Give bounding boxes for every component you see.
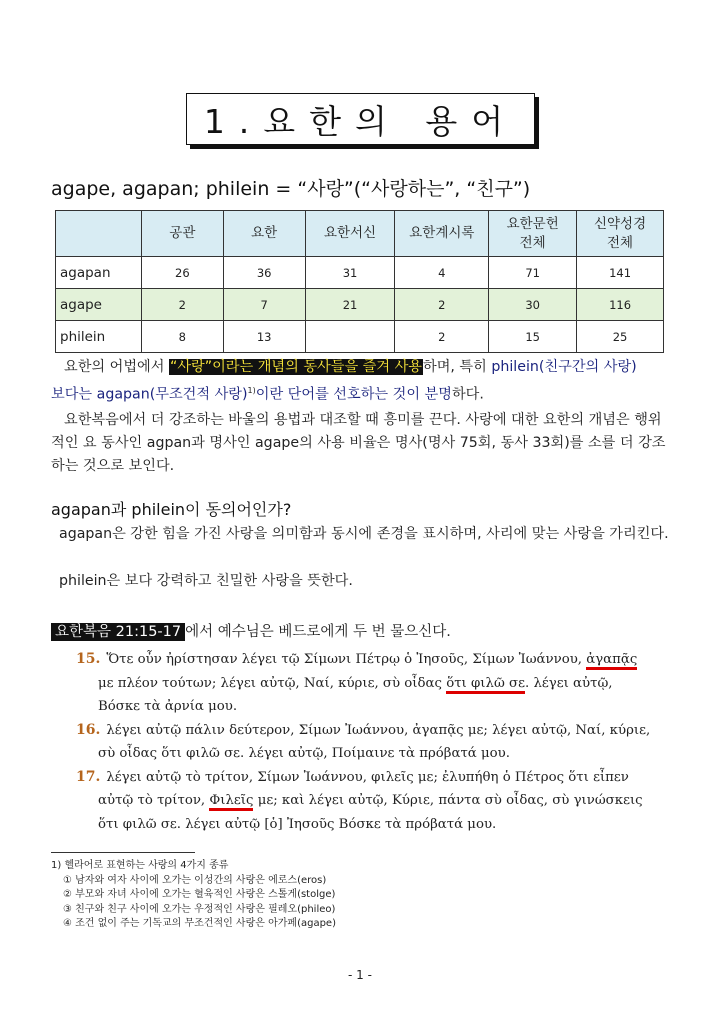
verse-text: Ἰησοῦς Βόσκε τὰ πρόβατά μου. bbox=[282, 816, 497, 832]
table-cell: 4 bbox=[395, 257, 489, 289]
verse-text: λέγει αὐτῷ πάλιν δεύτερον, Σίμων Ἰωάννου, ἀγαπᾷς με; λέγει αὐτῷ, Ναί, κύριε, bbox=[106, 722, 651, 738]
footnote-item: ③ 친구와 친구 사이에 오가는 우정적인 사랑은 필레오(phileo) bbox=[63, 903, 336, 915]
verse-text: ὅτι φιλῶ σε. λέγει αὐτῷ bbox=[98, 816, 265, 832]
table-row bbox=[56, 257, 664, 289]
verse-text: λέγει αὐτῷ τὸ τρίτον, Σίμων Ἰωάννου, φιλεῖς με; ἐλυπήθη ὁ Πέτρος ὅτι εἶπεν bbox=[106, 769, 629, 785]
table-cell: 2 bbox=[395, 289, 489, 321]
verse-number: 15. bbox=[76, 651, 101, 667]
footnote-item: ① 남자와 여자 사이에 오가는 이성간의 사랑은 에로스(eros) bbox=[63, 874, 327, 886]
para1-end: 하다. bbox=[451, 386, 484, 403]
footnote-divider bbox=[51, 852, 195, 853]
table-cell: 26 bbox=[141, 257, 223, 289]
section-heading-terms: agape, agapan; philein = “사랑”(“사랑하는”, “친구”) bbox=[51, 178, 531, 200]
table-cell: 15 bbox=[489, 321, 577, 353]
page-number: - 1 - bbox=[348, 968, 372, 982]
footnote-ref[interactable]: 1) bbox=[247, 386, 256, 395]
table-cell: 71 bbox=[489, 257, 577, 289]
table-cell bbox=[305, 321, 395, 353]
footnote bbox=[51, 859, 336, 932]
para1-text-mid: 하며, 특히 bbox=[423, 359, 492, 375]
scripture-reference: 요한복음 21:15-17 bbox=[51, 623, 185, 641]
word-usage-table bbox=[55, 210, 664, 353]
paragraph-usage bbox=[51, 356, 671, 407]
paragraph-comparison: 요한복음에서 더 강조하는 바울의 용법과 대조할 때 흥미를 끈다. 사랑에 대한 요한의 개념은 행위적인 요 동사인 agpan과 명사인 agape의 사용 비율은 명사(명사 75회, 동사 33회)를 소를 더 강조하는 것으로 보인다. bbox=[51, 412, 666, 474]
verse-intro bbox=[51, 620, 451, 641]
table-row bbox=[56, 321, 664, 353]
table-row-label: philein bbox=[56, 321, 142, 353]
table-cell: 7 bbox=[223, 289, 305, 321]
verse-intro-text: 에서 예수님은 베드로에게 두 번 물으신다. bbox=[185, 624, 451, 640]
table-cell: 25 bbox=[577, 321, 664, 353]
philein-phrase: philein(친구간의 사랑) bbox=[491, 359, 637, 375]
verse-text: σὺ οἶδας ὅτι φιλῶ σε. λέγει αὐτῷ, Ποίμαινε τὰ πρόβατά μου. bbox=[98, 746, 510, 761]
table-cell: 13 bbox=[223, 321, 305, 353]
verse-text: . λέγει αὐτῷ, bbox=[524, 675, 613, 691]
underlined-word: Φιλεῖς bbox=[209, 793, 253, 811]
verse-line bbox=[76, 766, 676, 790]
table-cell: 2 bbox=[395, 321, 489, 353]
table-header-cell: 요한서신 bbox=[305, 211, 395, 257]
table-header-cell: 요한계시록 bbox=[395, 211, 489, 257]
verse-text: Ὅτε οὖν ἠρίστησαν λέγει τῷ Σίμωνι Πέτρῳ ὁ Ἰησοῦς, Σίμων Ἰωάννου, bbox=[106, 652, 587, 667]
verse-text: αὐτῷ τὸ τρίτον, bbox=[98, 793, 210, 808]
verse-text: με; καὶ λέγει αὐτῷ, Κύριε, πάντα σὺ οἶδας, σὺ γινώσκεις bbox=[253, 793, 643, 808]
verse-line bbox=[76, 648, 676, 672]
paragraph-philein: philein은 보다 강력하고 친밀한 사랑을 뜻한다. bbox=[59, 573, 353, 589]
verse-line bbox=[76, 695, 676, 719]
table-header-cell bbox=[56, 211, 142, 257]
verse-line bbox=[76, 719, 676, 743]
verse-line bbox=[76, 789, 676, 813]
section-heading-synonym: agapan과 philein이 동의어인가? bbox=[51, 500, 292, 519]
verse-line bbox=[76, 742, 676, 766]
table-row-label: agape bbox=[56, 289, 142, 321]
table-cell: 31 bbox=[305, 257, 395, 289]
table-header-cell: 요한문헌 전체 bbox=[489, 211, 577, 257]
highlighted-phrase: “사랑”이라는 개념의 동사들을 즐겨 사용 bbox=[169, 359, 422, 375]
preference-phrase: 이란 단어를 선호하는 것이 분명 bbox=[255, 386, 452, 403]
verse-text: με πλέον τούτων; λέγει αὐτῷ, Ναί, κύριε, σὺ οἶδας bbox=[98, 675, 447, 691]
footnote-item: ② 부모와 자녀 사이에 오가는 혈육적인 사랑은 스톨게(stolge) bbox=[63, 889, 336, 900]
table-cell: 141 bbox=[577, 257, 664, 289]
paragraph-agapan: agapan은 강한 힘을 가진 사랑을 의미함과 동시에 존경을 표시하며, 사리에 맞는 사랑을 가리킨다. bbox=[59, 526, 669, 542]
table-row-label: agapan bbox=[56, 257, 142, 289]
verse-line bbox=[76, 672, 676, 696]
table-cell: 36 bbox=[223, 257, 305, 289]
greek-verses bbox=[76, 648, 676, 836]
underlined-word: ὅτι φιλῶ σε bbox=[446, 676, 525, 694]
verse-line bbox=[76, 813, 676, 837]
verse-text: Βόσκε τὰ ἀρνία μου. bbox=[98, 699, 238, 714]
table-header-cell: 요한 bbox=[223, 211, 305, 257]
page-title: 1.요한의 용어 bbox=[186, 93, 535, 145]
verse-number: 16. bbox=[76, 721, 101, 738]
table-row bbox=[56, 289, 664, 321]
footnote-item: ④ 조건 없이 주는 기독교의 무조건적인 사랑은 아가페(agape) bbox=[63, 918, 336, 929]
underlined-word: ἀγαπᾷς bbox=[586, 652, 637, 670]
table-header-row bbox=[56, 211, 664, 257]
table-cell: 116 bbox=[577, 289, 664, 321]
table-header-cell: 공관 bbox=[141, 211, 223, 257]
table-cell: 21 bbox=[305, 289, 395, 321]
para1-text: 요한의 어법에서 bbox=[64, 359, 169, 375]
footnote-title: 1) 헬라어로 표현하는 사랑의 4가지 종류 bbox=[51, 860, 229, 871]
agapan-phrase: 보다는 agapan(무조건적 사랑) bbox=[51, 386, 248, 403]
table-header-cell: 신약성경 전체 bbox=[577, 211, 664, 257]
table-cell: 30 bbox=[489, 289, 577, 321]
table-cell: 2 bbox=[141, 289, 223, 321]
verse-number: 17. bbox=[76, 768, 101, 785]
table-body bbox=[56, 257, 664, 353]
table-cell: 8 bbox=[141, 321, 223, 353]
verse-text: [ὁ] bbox=[264, 816, 283, 832]
